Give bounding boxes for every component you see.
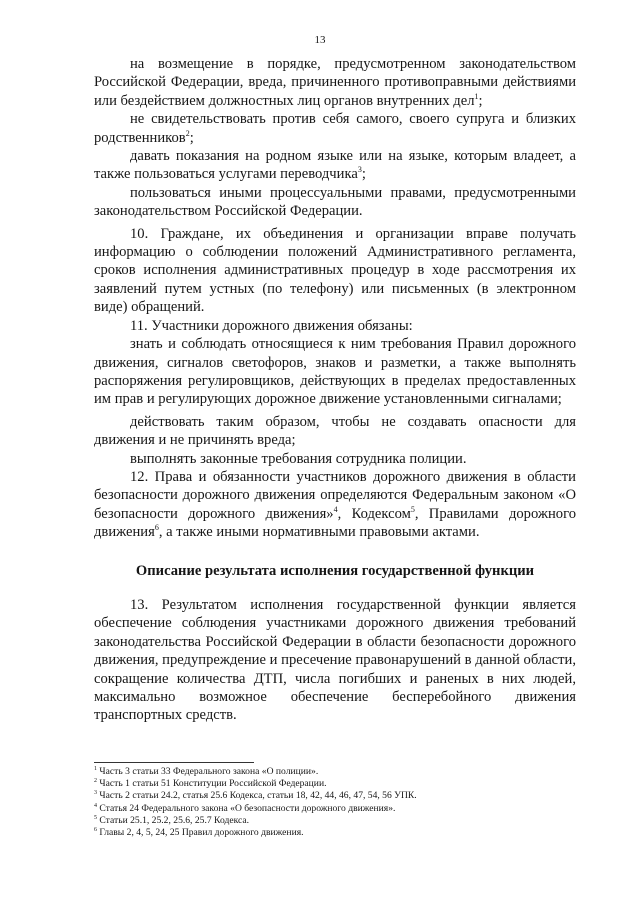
paragraph-native-language: давать показания на родном языке или на языке, которым владеет, а также пользоваться услугами переводчика$^3$;: [94, 148, 576, 183]
footnote-item: $^6$ Главы 2, 4, 5, 24, 25 Правил дорожного движения.: [94, 826, 304, 839]
paragraph-know-rules: знать и соблюдать относящиеся к ним требования Правил дорожного движения, сигналов светофоров, знаков и разметки, а также выполнять распоряжения регулировщиков, действующих в пределах предоставленных им прав и регулирующих дорожное движение установленными сигналами;: [94, 336, 576, 408]
footnote-separator: [94, 762, 254, 763]
section-title: Описание результата исполнения государственной функции: [135, 562, 535, 579]
paragraph-no-self-testimony: не свидетельствовать против себя самого, своего супруга и близких родственников$^2$;: [94, 111, 576, 146]
footnote-item: $^4$ Статья 24 Федерального закона «О безопасности дорожного движения».: [94, 802, 396, 814]
paragraph-act-safely: действовать таким образом, чтобы не создавать опасности для движения и не причинять вреда;: [94, 413, 576, 449]
page-number: 13: [314, 34, 326, 46]
footnote-ref: 3: [357, 165, 362, 175]
footnote-ref: 2: [185, 128, 190, 138]
footnote-ref: 6: [154, 523, 159, 533]
footnote-item: $^5$ Статьи 25.1, 25.2, 25.6, 25.7 Кодекса.: [94, 814, 250, 826]
paragraph-obey-police: выполнять законные требования сотрудника полиции.: [130, 450, 467, 467]
footnote-ref: 4: [333, 504, 338, 514]
paragraph-12: 12. Права и обязанности участников дорожного движения в области безопасности дорожного движения определяются Федеральным законом «О безопасности дорожного движения»$^4$, Кодексом$^5$, Правилами дорожного движения$^6$, а также иными нормативными правовыми актами.: [94, 468, 577, 541]
paragraph-other-rights: пользоваться иными процессуальными правами, предусмотренными законодательством Российской Федерации.: [94, 184, 576, 220]
paragraph-10: 10. Граждане, их объединения и организации вправе получать информацию о соблюдении положений Административного регламента, сроков исполнения административных процедур в ходе рассмотрения их заявлений путем устных (по телефону) или письменных (в электронном виде) обращений.: [94, 225, 576, 316]
footnotes: [94, 762, 576, 839]
paragraph-13: 13. Результатом исполнения государственной функции является обеспечение соблюдения участниками дорожного движения требований законодательства Российской Федерации в области безопасности дорожного движения, предупреждение и пресечение правонарушений в данной области, сокращение количества ДТП, числа погибших и раненых в них людей, максимально возможное обеспечение бесперебойного движения транспортных средств.: [94, 596, 576, 724]
body-text: [94, 55, 576, 725]
footnote-item: $^1$ Часть 3 статьи 33 Федерального закона «О полиции».: [94, 765, 319, 777]
footnote-ref: 5: [410, 504, 415, 514]
footnote-ref: 1: [474, 91, 479, 101]
footnote-item: $^2$ Часть 1 статьи 51 Конституции Российской Федерации.: [94, 778, 327, 790]
paragraph-compensation: на возмещение в порядке, предусмотренном законодательством Российской Федерации, вреда, причиненного противоправными действиями или бездействием должностных лиц органов внутренних дел$^1$;: [94, 56, 576, 109]
paragraph-11: 11. Участники дорожного движения обязаны:: [130, 317, 413, 334]
footnote-item: $^3$ Часть 2 статьи 24.2, статья 25.6 Кодекса, статьи 18, 42, 44, 46, 47, 54, 56 УПК.: [94, 790, 417, 802]
